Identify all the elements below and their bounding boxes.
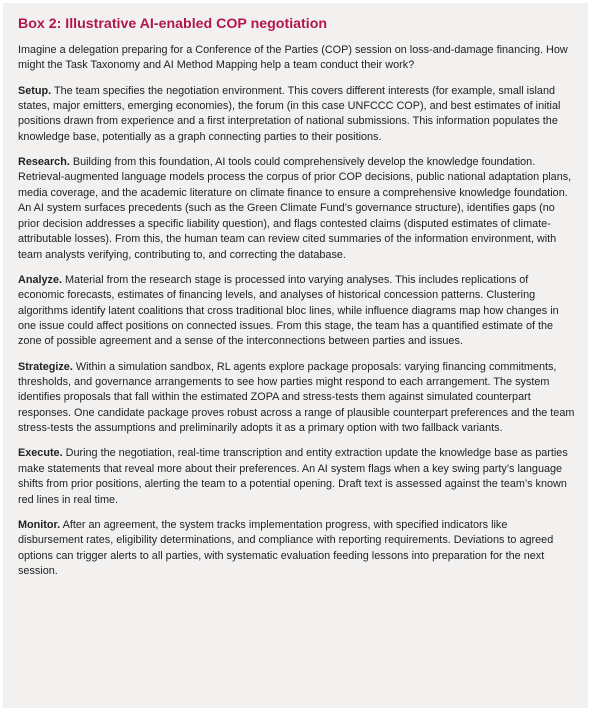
monitor-text: After an agreement, the system tracks implementation progress, with specified indicators like disbursement rates, eligibility determinations, and compliance with reporting requirements. Deviations to agreed options can trigger alerts to all parties, with systematic evaluation feeding lessons into preparation for the next session.: [18, 518, 554, 578]
intro-paragraph: Imagine a delegation preparing for a Conference of the Parties (COP) session on loss-and-damage financing. How might the Task Taxonomy and AI Method Mapping help a team conduct their work?: [18, 44, 568, 72]
research-paragraph: [18, 155, 575, 263]
research-heading: Research.: [18, 155, 70, 168]
analyze-text: Material from the research stage is processed into varying analyses. This includes replications of economic forecasts, estimates of financing levels, and analyses of historical concession patterns. Clustering algorithms identify latent coalitions that cross traditional bloc lines, while influence diagrams map how changes in one issue could affect positions on connected issues. From this stage, the team has a quantified estimate of the zone of possible agreement and a sense of the interconnections between parties and issues.: [18, 273, 559, 348]
analyze-paragraph: [18, 273, 575, 350]
monitor-heading: Monitor.: [18, 518, 61, 531]
box-title: Box 2: Illustrative AI-enabled COP negotiation: [18, 16, 328, 32]
setup-paragraph: [18, 84, 575, 146]
illustrative-box: [3, 3, 588, 708]
setup-heading: Setup.: [18, 84, 52, 97]
research-text: Building from this foundation, AI tools could comprehensively develop the knowledge foundation. Retrieval-augmented language models process the corpus of prior COP decisions, public national adaptation plans, media coverage, and the academic literature on climate finance to ensure a comprehensive knowledge foundation. An AI system surfaces precedents (such as the Green Climate Fund’s governance structure), identifies gaps (no prior decision addresses a specific liability question), and flags contested claims (disputed estimates of climate-attributable losses). From this, the human team can review cited summaries of the information environment, with team analysts verifying, contributing to, and correcting the database.: [18, 155, 572, 261]
setup-text: The team specifies the negotiation environment. This covers different interests (for example, small island states, major emitters, emerging economies), the forum (in this case UNFCCC COP), and best estimates of initial positions drawn from experience and a first interpretation of national submissions. This information populates the knowledge base, potentially as a graph connecting parties to their positions.: [18, 84, 561, 143]
strategize-paragraph: [18, 360, 575, 437]
execute-paragraph: [18, 446, 575, 508]
analyze-heading: Analyze.: [18, 273, 62, 286]
strategize-text: Within a simulation sandbox, RL agents explore package proposals: varying financing commitments, thresholds, and governance arrangements to see how parties might respond to each arrangement. The system identifies proposals that fall within the estimated ZOPA and stress-tests them against simulated counterpart responses. One candidate package proves robust across a range of plausible counterpart preferences and the team stress-tests the assumptions and preliminarily adopts it as a primary option with two fallback variants.: [18, 360, 575, 435]
strategize-heading: Strategize.: [18, 360, 73, 373]
execute-text: During the negotiation, real-time transcription and entity extraction update the knowledge base as parties make statements that reveal more about their preferences. An AI system flags when a key swing party’s language shifts from prior positions, alerting the team to a potential opening. Draft text is assessed against the team’s known red lines in real time.: [18, 447, 568, 506]
monitor-paragraph: [18, 518, 575, 580]
execute-heading: Execute.: [18, 447, 63, 460]
